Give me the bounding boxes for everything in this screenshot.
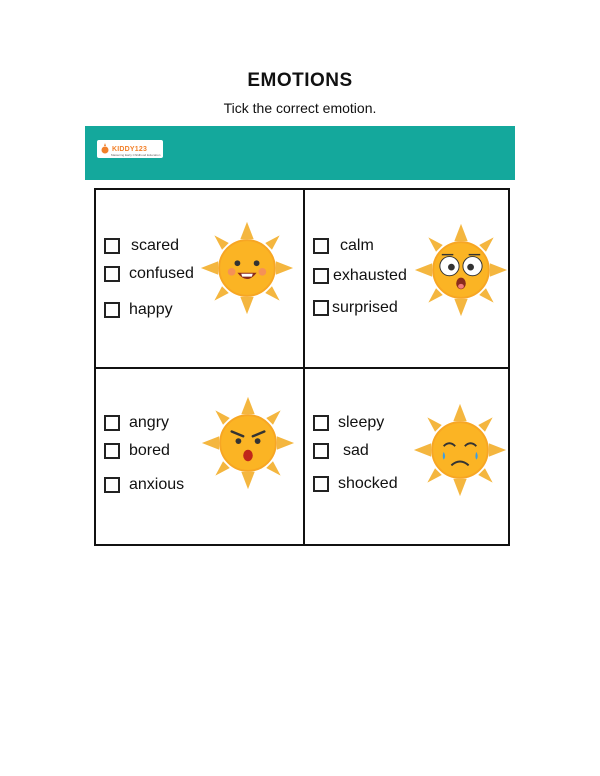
option-label: bored [129, 442, 170, 459]
checkbox[interactable] [313, 443, 329, 459]
checkbox[interactable] [104, 477, 120, 493]
quadrant-angry [96, 369, 302, 545]
checkbox[interactable] [313, 476, 329, 492]
checkbox[interactable] [313, 415, 329, 431]
option-label: sad [343, 442, 369, 459]
option-row[interactable] [104, 440, 170, 462]
kiddy123-logo [97, 140, 163, 158]
option-label: anxious [129, 476, 185, 493]
option-label: scared [131, 237, 180, 254]
checkbox[interactable] [104, 302, 120, 318]
option-label: surprised [332, 299, 398, 316]
page-title: EMOTIONS [247, 70, 353, 91]
quadrant-surprised [305, 190, 511, 366]
option-label: confused [129, 265, 194, 282]
quadrant-happy [96, 190, 302, 366]
checkbox[interactable] [104, 266, 120, 282]
option-label: shocked [338, 475, 398, 492]
checkbox[interactable] [313, 238, 329, 254]
option-row[interactable] [104, 299, 173, 321]
option-row[interactable] [104, 412, 169, 434]
option-label: exhausted [333, 267, 407, 284]
instruction-text: Tick the correct emotion. [223, 100, 377, 116]
option-row[interactable] [313, 297, 398, 319]
surprised-sun-icon [413, 222, 509, 318]
option-row[interactable] [104, 263, 194, 285]
happy-sun-icon [199, 220, 295, 316]
logo-tagline: Mastering Early Childhood Education [111, 153, 161, 157]
option-row[interactable] [104, 235, 179, 257]
logo-text: KIDDY123 [112, 145, 148, 153]
quadrant-sad [305, 369, 511, 545]
option-row[interactable] [313, 265, 407, 287]
option-label: calm [340, 237, 374, 254]
sad-sun-icon [412, 402, 508, 498]
emotion-grid [94, 188, 510, 546]
checkbox[interactable] [104, 443, 120, 459]
option-row[interactable] [313, 235, 374, 257]
checkbox[interactable] [104, 415, 120, 431]
option-label: happy [129, 301, 173, 318]
option-row[interactable] [104, 474, 184, 496]
option-row[interactable] [313, 412, 384, 434]
option-label: angry [129, 414, 170, 431]
checkbox[interactable] [313, 268, 329, 284]
option-row[interactable] [313, 440, 369, 462]
banner [85, 126, 515, 180]
option-row[interactable] [313, 473, 398, 495]
option-label: sleepy [338, 414, 385, 431]
checkbox[interactable] [313, 300, 329, 316]
checkbox[interactable] [104, 238, 120, 254]
angry-sun-icon [200, 395, 296, 491]
logo-sun-icon [100, 143, 110, 155]
